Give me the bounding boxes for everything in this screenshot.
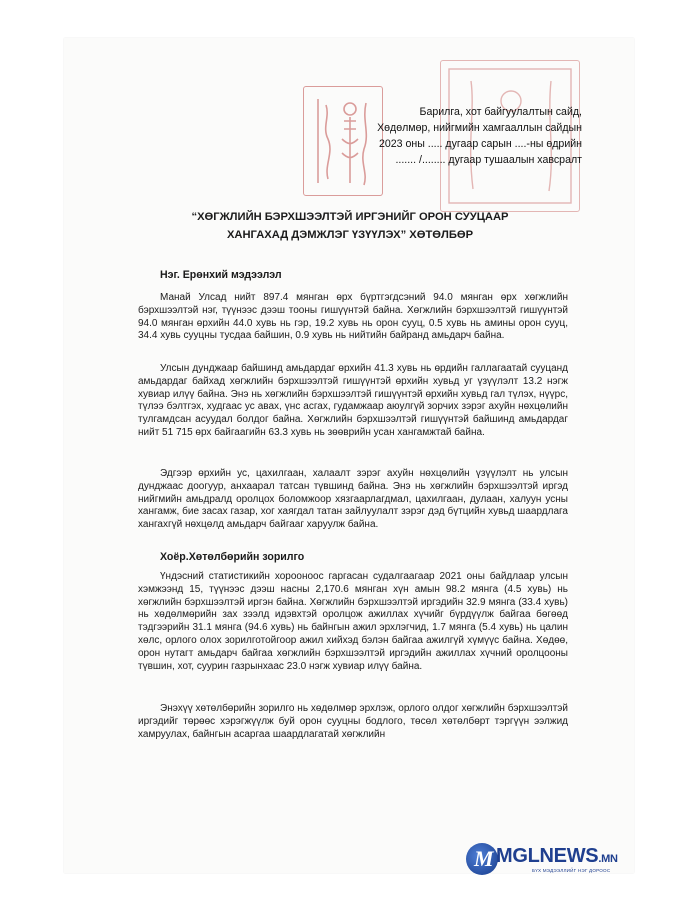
header-note-line-1: Барилга, хот байгуулалтын сайд, xyxy=(419,106,582,118)
logo-wordmark: MGLNEWS.MN xyxy=(496,845,618,867)
section-2-paragraph-1: Үндэсний статистикийн хорооноос гаргасан судалгаагаар 2021 оны байдлаар улсын хэмжээнд 15, түүнээс дээш насны 2,170.6 мянган хүн амын 98.2 мянга (4.5 хувь) нь хөгжлийн бэрхшээлтэй иргэн байна. Хөгжлийн бэрхшээлтэй иргэдийн 32.9 мянга (33.4 хувь) нь хөдөлмөрийн зах зээлд идэвхтэй оролцож ажиллах хүчийг бүрдүүлж байгаа бөгөөд тэдгээрийн 31.1 мянга (94.6 хувь) нь байнгын ажил эрхлэгчид, 1.7 мянга (5.4 хувь) нь цалин хөлс, орлого олох зорилготойгоор ажил хийхэд бэлэн байгаа ажилгүй хүмүүс байна. Хөдөө, орон нутагт амьдарч байгаа хөгжлийн бэрхшээлтэй иргэдийн ажиллах хүчний оролцооны түвшин, хот, суурин газрынхаас 23.0 нэгж хувиар илүү байна. xyxy=(138,571,568,672)
section-1-paragraph-2: Улсын дунджаар байшинд амьдардаг өрхийн 41.3 хувь нь өрдийн галлагаатай сууцанд амьдардаг байхад хөгжлийн бэрхшээлтэй гишүүнтэй өрхийн хувьд уг үзүүлэлт 13.2 нэгж хувиар илүү байна. Энэ нь хөгжлийн бэрхшээлтэй гишүүнтэй өрхийн хувьд гал түлэх, нүүрс, түлээ бэлтгэх, худгаас ус авах, үнс асгах, гудамжаар аюулгүй зорчих зэрэг ахуйн нөхцөлийн тулгамдсан асуудал болдог байна. Хөгжлийн бэрхшээлтэй гишүүнтэй байшинд амьдардаг нийт 51 715 өрх байгаагийн 63.3 хувь нь зөөврийн усан хангамжтай байна. xyxy=(138,363,568,438)
section-1-heading: Нэг. Ерөнхий мэдээлэл xyxy=(160,269,282,281)
section-2-heading: Хоёр.Хөтөлбөрийн зорилго xyxy=(160,551,305,563)
document-title-line-1: “ХӨГЖЛИЙН БЭРХШЭЭЛТЭЙ ИРГЭНИЙГ ОРОН СУУЦААР xyxy=(191,211,509,223)
header-note-line-3: 2023 оны ..... дугаар сарын ....-ны өдрийн xyxy=(378,138,582,150)
decree-attachment-note xyxy=(342,104,582,168)
logo-tagline: БҮХ МЭДЭЭЛЛИЙГ НЭГ ДОРООС xyxy=(532,868,611,873)
document-title xyxy=(150,208,550,244)
section-1-paragraph-3: Эдгээр өрхийн ус, цахилгаан, халаалт зэрэг ахуйн нөхцөлийн үзүүлэлт нь улсын дунджаас доогуур, анхаарал татсан түвшинд байна. Энэ нь хөгжлийн бэрхшээлтэй иргэд нийгмийн амьдралд оролцох боломжоор хязгаарлагдмал, цахилгаан, дулаан, халуун усны хангамж, бие засах газар, хог хаягдал татан зайлуулалт зэрэг дэд бүтцийн хувьд шаардлага хангахгүй нөхцөлд амьдарч байгааг харуулж байна. xyxy=(138,468,568,531)
section-1-paragraph-1: Манай Улсад нийт 897.4 мянган өрх бүртгэгдсэний 94.0 мянган өрх хөгжлийн бэрхшээлтэй нэг, түүнээс дээш тооны гишүүнтэй байна. Хөгжлийн бэрхшээлтэй гишүүнтэй 94.0 мянган өрхийн 44.0 хувь нь гэр, 19.2 хувь нь орон сууц, 0.5 хувь нь амины орон сууц, 34.4 хувь сууцны тусдаа байшин, 0.9 хувь нь нийтийн байранд амьдарч байна. xyxy=(138,292,568,342)
mglnews-logo-icon: M xyxy=(466,843,498,875)
header-note-line-2: Хөдөлмөр, нийгмийн хамгааллын сайдын xyxy=(377,122,582,134)
section-2-paragraph-2: Энэхүү хөтөлбөрийн зорилго нь хөдөлмөр эрхлэж, орлого олдог хөгжлийн бэрхшээлтэй иргэдийг төрөөс хэрэгжүүлж буй орон сууцны бодлого, төсөл хөтөлбөрт тэргүүн ээлжид хамруулах, байнгын асаргаа шаардлагатай хөгжлийн xyxy=(138,703,568,740)
header-note-line-4: ....... /........ дугаар тушаалын хавсралт xyxy=(395,154,582,166)
document-title-line-2: ХАНГАХАД ДЭМЖЛЭГ ҮЗҮҮЛЭХ” ХӨТӨЛБӨР xyxy=(226,229,474,241)
mglnews-logo xyxy=(466,843,621,876)
